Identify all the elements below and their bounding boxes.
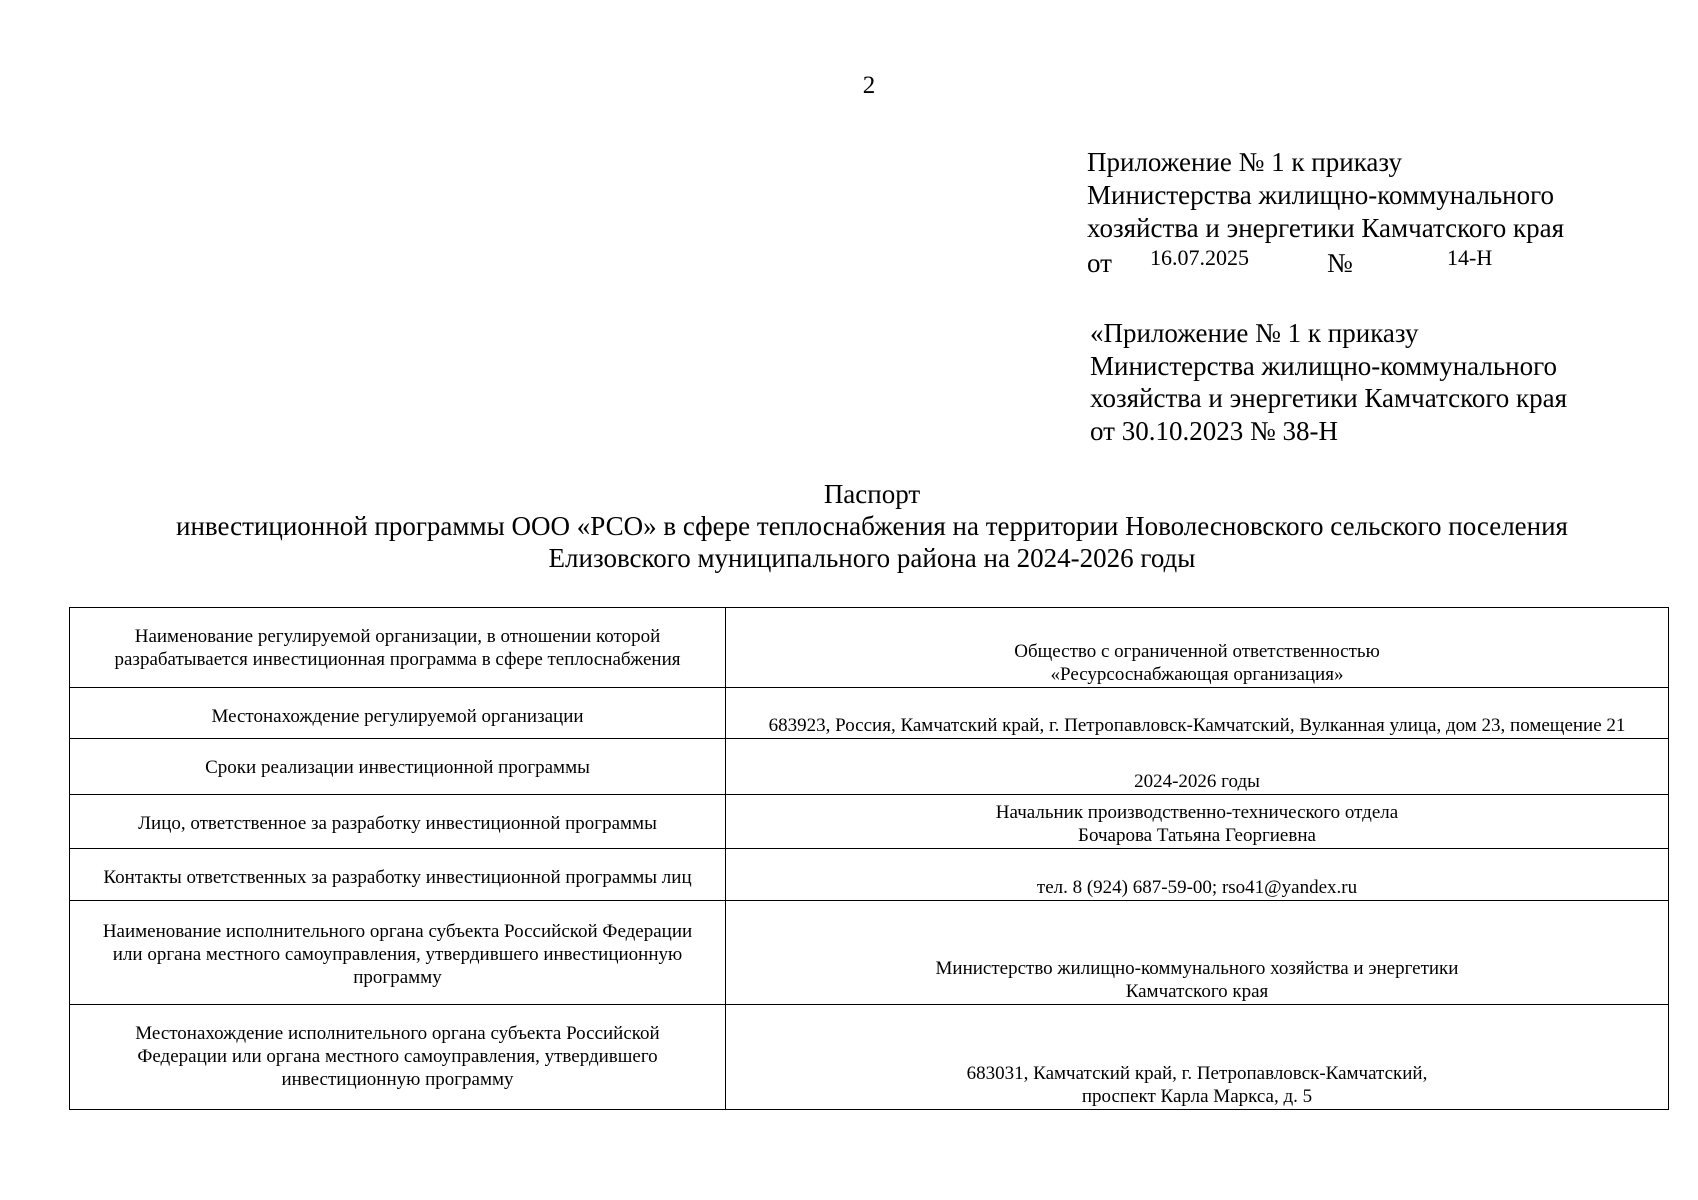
row-value-cell xyxy=(726,849,1669,901)
appendix-block xyxy=(1087,146,1564,278)
title-line: Елизовского муниципального района на 2024-2026 годы xyxy=(548,543,1196,573)
number-sign: № xyxy=(1327,248,1353,278)
cell-text: 683031, Камчатский край, г. Петропавловск-Камчатский, xyxy=(966,1063,1428,1084)
cell-text: «Ресурсоснабжающая организация» xyxy=(1050,664,1344,685)
cell-text: Лицо, ответственное за разработку инвестиционной программы xyxy=(138,813,657,834)
original-appendix-line: «Приложение № 1 к приказу xyxy=(1090,318,1419,348)
original-appendix-block xyxy=(1090,317,1567,447)
appendix-line: Приложение № 1 к приказу xyxy=(1087,147,1402,177)
page-number: 2 xyxy=(862,72,876,99)
cell-text: Местонахождение регулируемой организации xyxy=(211,706,584,727)
cell-text: или органа местного самоуправления, утвердившего инвестиционную xyxy=(112,944,683,965)
row-value-cell xyxy=(726,795,1669,849)
order-number: 14-Н xyxy=(1447,245,1493,270)
from-label: от xyxy=(1087,248,1112,278)
row-value-cell xyxy=(726,739,1669,795)
cell-text: Сроки реализации инвестиционной программы xyxy=(205,757,590,778)
cell-text: разрабатывается инвестиционная программа в сфере теплоснабжения xyxy=(114,649,681,670)
row-value-cell xyxy=(726,608,1669,688)
original-appendix-line: от 30.10.2023 № 38-Н xyxy=(1090,415,1338,446)
row-value-cell xyxy=(726,1005,1669,1110)
cell-text: 2024-2026 годы xyxy=(1134,771,1260,792)
table-row xyxy=(70,739,1669,795)
cell-text: Общество с ограниченной ответственностью xyxy=(1014,641,1380,662)
original-appendix-line: хозяйства и энергетики Камчатского края xyxy=(1090,383,1568,413)
cell-text: Контакты ответственных за разработку инвестиционной программы лиц xyxy=(103,867,692,888)
document-title xyxy=(0,478,1698,574)
row-value-cell xyxy=(726,901,1669,1005)
cell-text: Местонахождение исполнительного органа субъекта Российской xyxy=(135,1023,660,1044)
table-row xyxy=(70,795,1669,849)
table-row xyxy=(70,1005,1669,1110)
passport-table xyxy=(69,607,1669,1110)
cell-text: Наименование регулируемой организации, в отношении которой xyxy=(134,626,661,647)
row-label-cell xyxy=(70,1005,726,1110)
cell-text: 683923, Россия, Камчатский край, г. Петропавловск-Камчатский, Вулканная улица, дом 23, помещение 21 xyxy=(768,715,1626,736)
row-label-cell xyxy=(70,739,726,795)
cell-text: Начальник производственно-технического отдела xyxy=(995,802,1399,823)
cell-text: Камчатского края xyxy=(1125,981,1269,1002)
cell-text: проспект Карла Маркса, д. 5 xyxy=(1081,1086,1313,1107)
cell-text: программу xyxy=(353,967,442,988)
title-heading: Паспорт xyxy=(823,479,921,509)
row-label-cell xyxy=(70,608,726,688)
original-appendix-line: Министерства жилищно-коммунального xyxy=(1090,350,1558,381)
row-label-cell xyxy=(70,901,726,1005)
row-label-cell xyxy=(70,795,726,849)
title-line: инвестиционной программы ООО «РСО» в сфере теплоснабжения на территории Новолесновского сельского поселения xyxy=(176,511,1568,541)
cell-text: тел. 8 (924) 687-59-00; rso41@yandex.ru xyxy=(1036,877,1358,898)
table-row xyxy=(70,901,1669,1005)
appendix-line: хозяйства и энергетики Камчатского края xyxy=(1087,213,1565,243)
cell-text: Федерации или органа местного самоуправления, утвердившего xyxy=(137,1046,658,1067)
table-row xyxy=(70,688,1669,739)
cell-text: Министерство жилищно-коммунального хозяйства и энергетики xyxy=(935,958,1459,979)
cell-text: Бочарова Татьяна Георгиевна xyxy=(1078,825,1316,846)
order-reference-line xyxy=(1087,245,1564,278)
row-label-cell xyxy=(70,849,726,901)
order-date: 16.07.2025 xyxy=(1150,245,1249,270)
table-row xyxy=(70,849,1669,901)
row-label-cell xyxy=(70,688,726,739)
appendix-line: Министерства жилищно-коммунального xyxy=(1087,180,1555,210)
cell-text: инвестиционную программу xyxy=(281,1069,514,1090)
table-row xyxy=(70,608,1669,688)
row-value-cell xyxy=(726,688,1669,739)
cell-text: Наименование исполнительного органа субъекта Российской Федерации xyxy=(102,921,693,942)
